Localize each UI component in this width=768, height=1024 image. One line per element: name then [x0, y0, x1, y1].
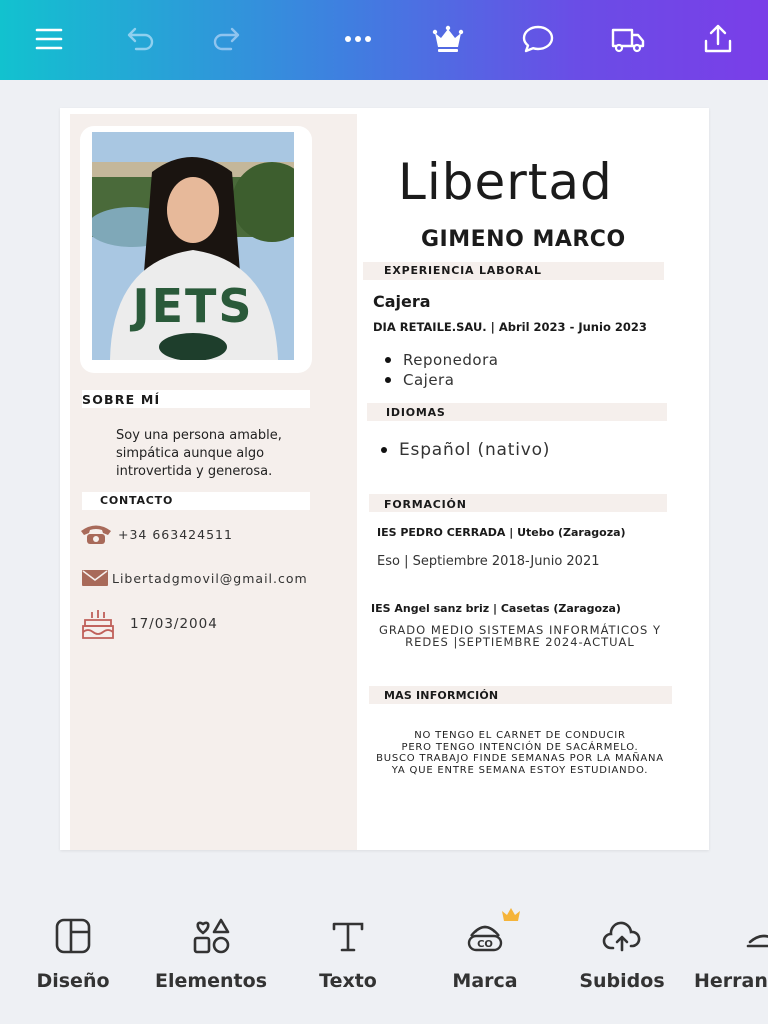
nav-uploads-label: Subidos [579, 970, 665, 992]
cloud-upload-icon [602, 916, 642, 956]
mail-icon [82, 570, 108, 586]
school-1-name[interactable]: IES PEDRO CERRADA | Utebo (Zaragoza) [377, 526, 626, 539]
more-icon [340, 21, 376, 57]
nav-elements-label: Elementos [154, 970, 268, 992]
birthday-row[interactable] [78, 606, 218, 642]
tools-icon [744, 916, 768, 956]
redo-icon [209, 21, 245, 57]
phone-icon [78, 522, 114, 546]
nav-tools-label: Herran [694, 970, 768, 992]
top-toolbar [0, 0, 768, 80]
phone-row[interactable] [78, 522, 233, 546]
nav-design-label: Diseño [36, 970, 110, 992]
nav-design[interactable] [8, 916, 138, 992]
crown-icon [430, 21, 466, 57]
more-options-button[interactable] [335, 16, 381, 62]
undo-button[interactable] [117, 16, 163, 62]
menu-icon [31, 21, 67, 57]
more-info-line: YA QUE ENTRE SEMANA ESTOY ESTUDIANDO. [391, 764, 649, 776]
nav-elements[interactable] [146, 916, 276, 992]
school-1-detail[interactable]: Eso | Septiembre 2018-Junio 2021 [377, 554, 600, 569]
list-item[interactable]: Cajera [381, 370, 498, 390]
cake-icon [78, 606, 118, 642]
languages-list [377, 439, 550, 461]
delivery-button[interactable] [605, 16, 651, 62]
contact-title: CONTACTO [100, 494, 174, 507]
more-info-title: MAS INFORMCIÓN [384, 689, 499, 702]
education-title: FORMACIÓN [384, 498, 467, 511]
nav-text[interactable] [283, 916, 413, 992]
truck-icon [610, 21, 646, 57]
email-row[interactable] [82, 570, 308, 586]
about-title: SOBRE MÍ [82, 392, 161, 407]
redo-button[interactable] [204, 16, 250, 62]
school-2-name[interactable]: IES Angel sanz briz | Casetas (Zaragoza) [371, 602, 621, 615]
phone-text: +34 663424511 [118, 526, 233, 542]
last-name[interactable]: GIMENO MARCO [421, 227, 626, 252]
resume-page[interactable] [60, 108, 709, 850]
bottom-nav [0, 880, 768, 1024]
list-item[interactable]: Reponedora [381, 350, 498, 370]
nav-brand-label: Marca [452, 970, 518, 992]
nav-uploads[interactable] [557, 916, 687, 992]
task-list [381, 350, 498, 390]
profile-photo[interactable] [92, 132, 294, 360]
school-2-detail-line: GRADO MEDIO SISTEMAS INFORMÁTICOS Y [378, 623, 662, 637]
comment-icon [520, 21, 556, 57]
about-text[interactable]: Soy una persona amable, simpática aunque algo introvertida y generosa. [116, 428, 282, 479]
menu-button[interactable] [26, 16, 72, 62]
school-2-detail[interactable] [360, 624, 680, 648]
list-item[interactable]: Español (nativo) [377, 439, 550, 461]
more-info-line: BUSCO TRABAJO FINDE SEMANAS POR LA MAÑANA [376, 753, 664, 764]
premium-button[interactable] [425, 16, 471, 62]
more-info-text[interactable] [350, 730, 690, 776]
job-company[interactable]: DIA RETAILE.SAU. | Abril 2023 - Junio 2023 [373, 320, 647, 334]
share-icon [700, 21, 736, 57]
school-2-detail-line: REDES |SEPTIEMBRE 2024-ACTUAL [405, 635, 635, 649]
left-column [70, 114, 357, 850]
undo-icon [122, 21, 158, 57]
more-info-line: NO TENGO EL CARNET DE CONDUCIR [414, 730, 626, 741]
brand-icon [465, 916, 505, 956]
first-name[interactable]: Libertad [398, 153, 613, 211]
comment-button[interactable] [515, 16, 561, 62]
more-info-line: PERO TENGO INTENCIÓN DE SACÁRMELO. [401, 741, 639, 753]
birthday-text: 17/03/2004 [130, 616, 218, 632]
nav-brand[interactable] [420, 916, 550, 992]
job-title[interactable]: Cajera [373, 292, 431, 311]
text-icon [328, 916, 368, 956]
premium-crown-icon [500, 906, 522, 924]
experience-title: EXPERIENCIA LABORAL [384, 264, 542, 277]
layout-icon [53, 916, 93, 956]
photo-frame [80, 126, 312, 373]
nav-text-label: Texto [319, 970, 377, 992]
share-button[interactable] [695, 16, 741, 62]
email-text: Libertadgmovil@gmail.com [112, 570, 308, 586]
svg-text:JETS: JETS [132, 279, 254, 333]
languages-title: IDIOMAS [386, 406, 446, 419]
shapes-icon [191, 916, 231, 956]
nav-tools[interactable] [694, 916, 768, 992]
svg-text:CO: CO [477, 939, 493, 950]
